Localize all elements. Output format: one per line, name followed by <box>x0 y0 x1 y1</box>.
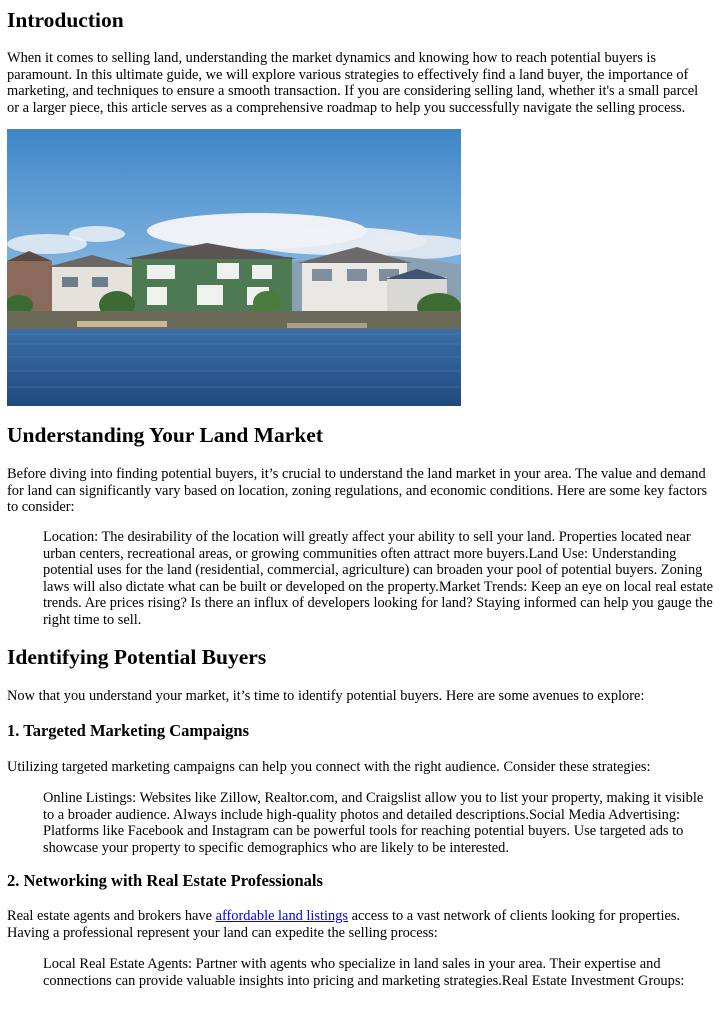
networking-paragraph <box>7 908 713 941</box>
market-factors: Location: The desirability of the location will greatly affect your ability to sell your land. Properties located near urban centers, recreational areas, or growing communities often attract more buyers.Land Use: Understanding potential uses for the land (residential, commercial, agriculture) can broaden your pool of potential buyers. Zoning laws will also dictate what can be built or developed on the property.Market Trends: Keep an eye on local real estate trends. Are prices rising? Is there an influx of developers looking for land? Staying informed can help you gauge the right time to sell. <box>43 529 714 628</box>
campaigns-strategies: Online Listings: Websites like Zillow, Realtor.com, and Craigslist allow you to list your property, making it visible to a broader audience. Always include high-quality photos and detailed descriptions.Social Media Advertising: Platforms like Facebook and Instagram can be powerful tools for reaching potential buyers. Use targeted ads to showcase your property to specific demographics who are likely to be interested. <box>43 790 704 856</box>
networking-agents: Local Real Estate Agents: Partner with agents who specialize in land sales in your area. Their expertise and connections can provide valuable insights into pricing and marketing strategies.Real Estate Investment Groups: <box>43 956 685 989</box>
affordable-land-listings-link[interactable]: affordable land listings <box>215 908 349 924</box>
campaigns-paragraph: Utilizing targeted marketing campaigns can help you connect with the right audience. Consider these strategies: <box>7 759 651 775</box>
networking-text-before: Real estate agents and brokers have <box>7 908 216 924</box>
buyers-heading: Identifying Potential Buyers <box>7 645 267 669</box>
networking-text-after: access to a vast network of clients looking for properties. Having a professional represent your land can expedite the selling process: <box>7 908 681 941</box>
intro-paragraph: When it comes to selling land, understanding the market dynamics and knowing how to reach potential buyers is paramount. In this ultimate guide, we will explore various strategies to effectively find a land buyer, the importance of marketing, and techniques to ensure a smooth transaction. If you are considering selling land, whether it's a small parcel or a larger piece, this article serves as a comprehensive roadmap to help you successfully navigate the selling process. <box>7 50 699 116</box>
hero-image <box>7 129 461 406</box>
market-paragraph: Before diving into finding potential buyers, it’s crucial to understand the land market in your area. The value and demand for land can significantly vary based on location, zoning regulations, and economic conditions. Here are some key factors to consider: <box>7 466 708 515</box>
buyers-paragraph: Now that you understand your market, it’s time to identify potential buyers. Here are some avenues to explore: <box>7 688 645 704</box>
networking-heading: 2. Networking with Real Estate Professionals <box>7 871 323 890</box>
intro-heading: Introduction <box>7 8 124 32</box>
market-heading: Understanding Your Land Market <box>7 423 323 447</box>
campaigns-heading: 1. Targeted Marketing Campaigns <box>7 721 250 740</box>
